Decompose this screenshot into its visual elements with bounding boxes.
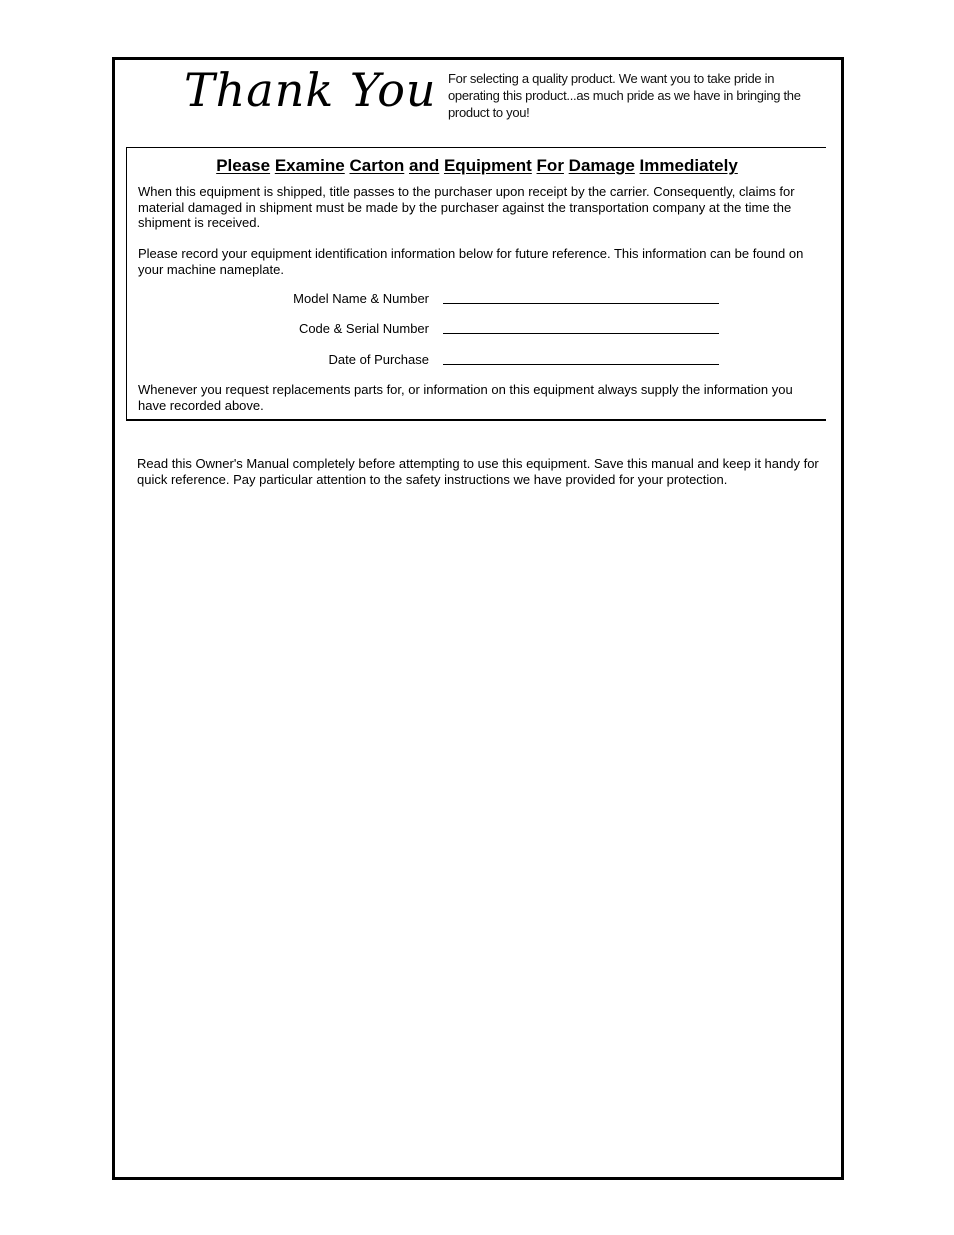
heading-word: Equipment (443, 156, 532, 175)
purchase-date-field-label: Date of Purchase (328, 352, 429, 367)
model-field-label: Model Name & Number (293, 291, 429, 306)
model-field-row (127, 289, 827, 309)
heading-word: Carton (349, 156, 405, 175)
heading-word: Please (216, 156, 271, 175)
model-field-line[interactable] (443, 303, 719, 304)
damage-notice-box (126, 147, 826, 421)
heading-word: and (409, 156, 440, 175)
heading-word: Examine (274, 156, 345, 175)
thank-you-text: For selecting a quality product. We want you to take pride in operating this product...as much pride as we have in bringing the product to you! (448, 71, 801, 120)
shipping-paragraph: When this equipment is shipped, title passes to the purchaser upon receipt by the carrier. Consequently, claims for material damaged in shipment must be made by the purchaser against the transportation company at the time the shipment is received. (138, 184, 795, 230)
damage-notice-heading (127, 156, 827, 176)
thank-you-title: Thank You (184, 63, 437, 117)
whenever-paragraph: Whenever you request replacements parts for, or information on this equipment always supply the information you have recorded above. (138, 382, 793, 413)
heading-word: Immediately (639, 156, 738, 175)
record-paragraph: Please record your equipment identification information below for future reference. This information can be found on your machine nameplate. (138, 246, 804, 277)
purchase-date-field-row (127, 350, 827, 370)
serial-field-label: Code & Serial Number (298, 321, 429, 336)
heading-word: For (536, 156, 564, 175)
heading-word: Damage (568, 156, 635, 175)
serial-field-row (127, 319, 827, 339)
serial-field-line[interactable] (443, 333, 719, 334)
read-manual-paragraph: Read this Owner's Manual completely before attempting to use this equipment. Save this manual and keep it handy for quick reference. Pay particular attention to the safety instructions we have provided for your protection. (137, 456, 819, 487)
purchase-date-field-line[interactable] (443, 364, 719, 365)
